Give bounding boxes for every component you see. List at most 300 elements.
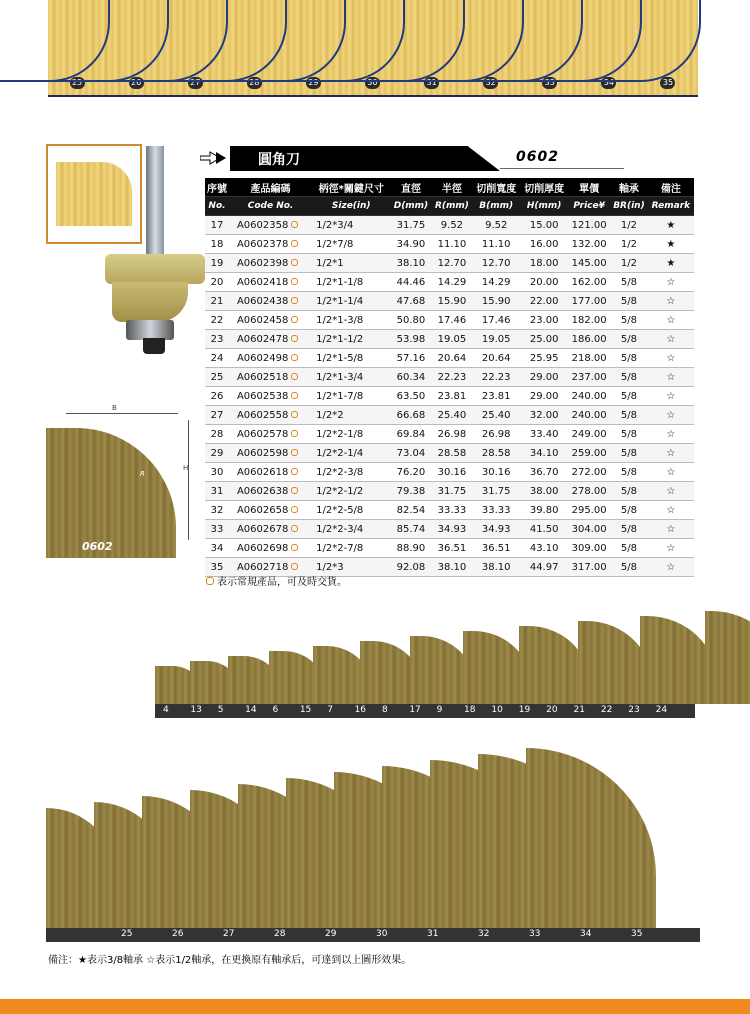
profile-number: 30: [365, 77, 380, 89]
profile-label: 25: [121, 929, 133, 939]
cell-text: A0602358: [236, 219, 289, 231]
cell-text: 186.00: [571, 333, 607, 345]
cell-text: A0602558: [236, 409, 289, 421]
table-cell-price: [568, 254, 610, 273]
cell-text: 19.05: [437, 333, 467, 345]
table-header-cell-en: H(mm): [520, 197, 568, 216]
cell-text: 1/2*1: [316, 257, 344, 269]
cell-text: 14.29: [481, 276, 511, 288]
diagram-code: 0602: [82, 540, 113, 553]
cell-text: 69.84: [396, 428, 426, 440]
cell-text: ☆: [666, 466, 676, 478]
cell-text: 304.00: [571, 523, 607, 535]
table-cell-br: [610, 425, 648, 444]
cell-text: 1/2*3/4: [316, 219, 354, 231]
table-cell-d: [390, 539, 431, 558]
table-cell-b: [472, 349, 520, 368]
table-cell-remark: [648, 254, 694, 273]
table-cell-h: [520, 254, 568, 273]
table-header-cell-en: B(mm): [472, 197, 520, 216]
cell-text: 18.00: [529, 257, 559, 269]
cell-text: 17: [210, 219, 224, 231]
table-header-cell: 備注: [648, 178, 694, 197]
cell-text: ☆: [666, 561, 676, 573]
cell-text: 1/2: [620, 238, 637, 250]
table-cell-code: [229, 501, 312, 520]
table-cell-price: [568, 330, 610, 349]
cell-text: 145.00: [571, 257, 607, 269]
cell-text: 29.00: [529, 390, 559, 402]
bottom-strip-labels: [46, 928, 700, 942]
table-cell-h: [520, 311, 568, 330]
table-cell-br: [610, 463, 648, 482]
profile-shape: [526, 746, 656, 928]
cell-text: ☆: [666, 447, 676, 459]
table-cell-size: [312, 273, 390, 292]
table-cell-br: [610, 539, 648, 558]
cell-text: 5/8: [620, 485, 637, 497]
table-cell-h: [520, 482, 568, 501]
cell-text: 5/8: [620, 390, 637, 402]
cell-text: 295.00: [571, 504, 607, 516]
cell-text: 1/2*1-3/4: [316, 371, 364, 383]
regular-product-marker-icon: [291, 506, 298, 513]
dimension-diagram: [46, 418, 189, 558]
router-bit-bearing: [126, 320, 174, 340]
cell-text: 5/8: [620, 409, 637, 421]
cell-text: 92.08: [396, 561, 426, 573]
cell-text: 11.10: [437, 238, 467, 250]
cell-text: 50.80: [396, 314, 426, 326]
cell-text: 1/2: [620, 257, 637, 269]
cell-text: 33: [210, 523, 224, 535]
regular-product-marker-icon: [291, 392, 298, 399]
table-cell-remark: [648, 501, 694, 520]
table-header-cell: 軸承: [610, 178, 648, 197]
table-cell-price: [568, 520, 610, 539]
table-cell-b: [472, 330, 520, 349]
table-cell-no: [205, 539, 229, 558]
cell-text: 31.75: [481, 485, 511, 497]
table-row: [205, 463, 694, 482]
cell-text: 27: [210, 409, 224, 421]
cell-text: 36.51: [481, 542, 511, 554]
table-cell-r: [432, 387, 473, 406]
dimension-h-label: H: [183, 464, 189, 472]
cell-text: 1/2*2: [316, 409, 344, 421]
table-cell-h: [520, 406, 568, 425]
table-cell-code: [229, 292, 312, 311]
profile-number: 25: [70, 77, 85, 89]
cell-text: 22.00: [529, 295, 559, 307]
section-title-bar: [200, 146, 624, 171]
table-cell-price: [568, 235, 610, 254]
table-cell-remark: [648, 216, 694, 235]
cell-text: ☆: [666, 542, 676, 554]
regular-product-marker-icon: [291, 259, 298, 266]
cell-text: 5/8: [620, 333, 637, 345]
profile-label: 23: [628, 705, 640, 715]
table-cell-br: [610, 349, 648, 368]
table-cell-price: [568, 444, 610, 463]
cell-text: 88.90: [396, 542, 426, 554]
profile-label: 19: [518, 705, 531, 715]
table-cell-h: [520, 349, 568, 368]
table-cell-b: [472, 425, 520, 444]
cell-text: 38.10: [396, 257, 426, 269]
cell-text: ☆: [666, 390, 676, 402]
table-cell-br: [610, 501, 648, 520]
cell-text: 1/2*1-1/2: [316, 333, 364, 345]
cell-text: 19.05: [481, 333, 511, 345]
profile-label: 10: [491, 705, 503, 715]
footer-bar: [0, 999, 750, 1014]
cell-text: 9.52: [485, 219, 508, 231]
table-cell-price: [568, 311, 610, 330]
table-cell-no: [205, 406, 229, 425]
table-row: [205, 501, 694, 520]
cell-text: 278.00: [571, 485, 607, 497]
table-cell-no: [205, 463, 229, 482]
table-cell-price: [568, 558, 610, 577]
product-profile-image: [46, 144, 142, 244]
table-cell-br: [610, 368, 648, 387]
spec-table: [205, 178, 694, 577]
table-cell-d: [390, 406, 431, 425]
table-cell-code: [229, 539, 312, 558]
cell-text: 240.00: [571, 409, 607, 421]
table-cell-price: [568, 292, 610, 311]
cell-text: 25: [210, 371, 224, 383]
profile-label: 22: [600, 705, 613, 715]
cell-text: 5/8: [620, 523, 637, 535]
table-cell-r: [432, 216, 473, 235]
profile-number: 29: [306, 77, 321, 89]
cell-text: 25.40: [481, 409, 511, 421]
dimension-line-b: [66, 413, 178, 414]
table-cell-b: [472, 501, 520, 520]
table-cell-size: [312, 501, 390, 520]
table-cell-no: [205, 273, 229, 292]
table-cell-price: [568, 406, 610, 425]
table-header-cell-en: No.: [205, 197, 229, 216]
cell-text: 41.50: [529, 523, 559, 535]
cell-text: 23: [210, 333, 224, 345]
profile-number: 26: [129, 77, 144, 89]
cell-text: 1/2*2-1/2: [316, 485, 364, 497]
table-row: [205, 387, 694, 406]
cell-text: 82.54: [396, 504, 426, 516]
table-cell-d: [390, 444, 431, 463]
table-header-cell-en: BR(in): [610, 197, 648, 216]
table-cell-code: [229, 387, 312, 406]
table-cell-r: [432, 235, 473, 254]
table-header-cell-en: Remark: [648, 197, 694, 216]
cell-text: 309.00: [571, 542, 607, 554]
regular-product-marker-icon: [291, 468, 298, 475]
table-cell-no: [205, 501, 229, 520]
cell-text: 5/8: [620, 561, 637, 573]
profile-label: 32: [478, 929, 490, 939]
table-cell-code: [229, 330, 312, 349]
cell-text: 272.00: [571, 466, 607, 478]
profile-label: 28: [274, 929, 286, 939]
cell-text: 35: [210, 561, 224, 573]
cell-text: ☆: [666, 523, 676, 535]
cell-text: 26.98: [481, 428, 511, 440]
table-cell-h: [520, 520, 568, 539]
cell-text: 16.00: [529, 238, 559, 250]
cell-text: 34.10: [529, 447, 559, 459]
table-header-cell-en: D(mm): [390, 197, 431, 216]
profile-label: 8: [381, 705, 388, 715]
cell-text: 28.58: [481, 447, 511, 459]
table-header-cell-en: Price¥: [568, 197, 610, 216]
cell-text: 15.90: [437, 295, 467, 307]
table-cell-code: [229, 520, 312, 539]
cell-text: 218.00: [571, 352, 607, 364]
table-cell-remark: [648, 444, 694, 463]
regular-product-marker-icon: [291, 278, 298, 285]
regular-product-marker-icon: [291, 240, 298, 247]
table-cell-code: [229, 216, 312, 235]
profile-label: 5: [217, 705, 224, 715]
table-cell-h: [520, 425, 568, 444]
table-cell-d: [390, 558, 431, 577]
cell-text: 5/8: [620, 542, 637, 554]
table-cell-code: [229, 482, 312, 501]
cell-text: 28: [210, 428, 224, 440]
table-cell-no: [205, 387, 229, 406]
table-cell-code: [229, 406, 312, 425]
cell-text: 44.97: [529, 561, 559, 573]
profile-label: 6: [272, 705, 279, 715]
cell-text: ☆: [666, 485, 676, 497]
wood-sample: [56, 162, 132, 226]
cell-text: 11.10: [481, 238, 511, 250]
table-cell-d: [390, 482, 431, 501]
profile-label: 14: [245, 705, 257, 715]
table-cell-r: [432, 425, 473, 444]
table-cell-remark: [648, 539, 694, 558]
cell-text: 5/8: [620, 295, 637, 307]
table-row: [205, 273, 694, 292]
table-cell-h: [520, 387, 568, 406]
cell-text: A0602398: [236, 257, 289, 269]
table-cell-d: [390, 463, 431, 482]
table-cell-d: [390, 387, 431, 406]
cell-text: ☆: [666, 314, 676, 326]
profile-label: 29: [325, 929, 337, 939]
profile-number: 34: [601, 77, 616, 89]
cell-text: 31.75: [437, 485, 467, 497]
cell-text: 177.00: [571, 295, 607, 307]
profile-number: 27: [188, 77, 203, 89]
table-cell-size: [312, 235, 390, 254]
cell-text: A0602438: [236, 295, 289, 307]
table-cell-h: [520, 216, 568, 235]
cell-text: 20.64: [481, 352, 511, 364]
cell-text: ☆: [666, 295, 676, 307]
table-header-cell: 半徑: [432, 178, 473, 197]
table-cell-h: [520, 368, 568, 387]
cell-text: 17.46: [437, 314, 467, 326]
cell-text: 79.38: [396, 485, 426, 497]
table-cell-size: [312, 311, 390, 330]
table-row: [205, 368, 694, 387]
cell-text: 1/2*1-1/8: [316, 276, 364, 288]
cell-text: 63.50: [396, 390, 426, 402]
table-cell-size: [312, 406, 390, 425]
profile-label: 33: [529, 929, 541, 939]
cell-text: 25.95: [529, 352, 559, 364]
table-cell-h: [520, 501, 568, 520]
table-header-cell: 單價: [568, 178, 610, 197]
table-row: [205, 406, 694, 425]
cell-text: 30.16: [437, 466, 467, 478]
regular-product-marker-icon: [291, 335, 298, 342]
table-cell-price: [568, 463, 610, 482]
table-cell-r: [432, 539, 473, 558]
cell-text: 39.80: [529, 504, 559, 516]
table-cell-b: [472, 558, 520, 577]
table-cell-d: [390, 349, 431, 368]
bottom-note: 備注：★表示3/8軸承 ☆表示1/2軸承，在更換原有軸承后，可達到以上圖形效果。: [48, 955, 412, 966]
cell-text: 12.70: [481, 257, 511, 269]
table-cell-remark: [648, 520, 694, 539]
cell-text: A0602678: [236, 523, 289, 535]
table-cell-no: [205, 235, 229, 254]
profile-label: 18: [464, 705, 476, 715]
table-cell-d: [390, 292, 431, 311]
table-cell-r: [432, 349, 473, 368]
profile-arc: [579, 0, 701, 82]
table-cell-price: [568, 482, 610, 501]
table-cell-h: [520, 235, 568, 254]
cell-text: 1/2*1-1/4: [316, 295, 364, 307]
table-cell-code: [229, 235, 312, 254]
cell-text: 5/8: [620, 428, 637, 440]
table-cell-size: [312, 463, 390, 482]
cell-text: 17.46: [481, 314, 511, 326]
cell-text: 132.00: [571, 238, 607, 250]
cell-text: 9.52: [440, 219, 464, 231]
table-cell-size: [312, 216, 390, 235]
table-cell-remark: [648, 330, 694, 349]
table-row: [205, 349, 694, 368]
cell-text: 33.33: [437, 504, 467, 516]
cell-text: 5/8: [620, 352, 637, 364]
diagram-wood: [46, 428, 176, 558]
section-code: 0602: [516, 149, 559, 165]
table-cell-r: [432, 273, 473, 292]
table-cell-d: [390, 235, 431, 254]
table-cell-no: [205, 254, 229, 273]
cell-text: ☆: [666, 409, 676, 421]
profile-number: 35: [660, 77, 675, 89]
table-cell-size: [312, 330, 390, 349]
table-cell-remark: [648, 368, 694, 387]
table-cell-code: [229, 463, 312, 482]
table-header-cell: 序號: [205, 178, 229, 197]
regular-product-marker-icon: [291, 373, 298, 380]
table-header-zh: [205, 178, 694, 197]
table-row: [205, 444, 694, 463]
table-header-cell: 切削厚度: [520, 178, 568, 197]
table-cell-b: [472, 463, 520, 482]
table-cell-b: [472, 387, 520, 406]
table-cell-r: [432, 311, 473, 330]
cell-text: A0602458: [236, 314, 289, 326]
cell-text: 1/2*2-5/8: [316, 504, 364, 516]
table-cell-br: [610, 444, 648, 463]
cell-text: 31.75: [396, 219, 426, 231]
table-cell-r: [432, 254, 473, 273]
table-cell-b: [472, 273, 520, 292]
cell-text: 5/8: [620, 466, 637, 478]
table-cell-r: [432, 330, 473, 349]
dimension-line-h: [188, 420, 189, 540]
table-cell-b: [472, 216, 520, 235]
cell-text: 43.10: [529, 542, 559, 554]
cell-text: 19: [210, 257, 224, 269]
table-cell-b: [472, 368, 520, 387]
cell-text: 76.20: [396, 466, 426, 478]
dimension-b-label: B: [112, 404, 117, 412]
cell-text: 162.00: [571, 276, 607, 288]
profile-label: 7: [327, 705, 333, 715]
cell-text: 1/2*2-3/4: [316, 523, 364, 535]
table-cell-d: [390, 311, 431, 330]
regular-product-marker-icon: [291, 430, 298, 437]
table-cell-code: [229, 444, 312, 463]
table-cell-h: [520, 463, 568, 482]
table-cell-remark: [648, 349, 694, 368]
regular-product-marker-icon: [291, 221, 298, 228]
table-cell-price: [568, 349, 610, 368]
table-cell-size: [312, 425, 390, 444]
cell-text: 22.23: [437, 371, 467, 383]
cell-text: 36.70: [529, 466, 559, 478]
table-cell-no: [205, 520, 229, 539]
table-cell-code: [229, 311, 312, 330]
profile-label: 17: [409, 705, 421, 715]
profile-label: 30: [376, 929, 388, 939]
cell-text: A0602538: [236, 390, 289, 402]
table-header-cell: 產品編碼: [229, 178, 312, 197]
table-cell-r: [432, 520, 473, 539]
cell-text: 33.40: [529, 428, 559, 440]
cell-text: 1/2*2-3/8: [316, 466, 364, 478]
table-cell-h: [520, 558, 568, 577]
cell-text: ☆: [666, 333, 676, 345]
table-row: [205, 520, 694, 539]
table-cell-br: [610, 216, 648, 235]
table-cell-size: [312, 444, 390, 463]
profile-label: 24: [655, 705, 668, 715]
cell-text: A0602518: [236, 371, 289, 383]
table-cell-b: [472, 406, 520, 425]
profile-label: 9: [436, 705, 443, 715]
regular-product-marker-icon: [291, 316, 298, 323]
profile-label: 35: [631, 929, 643, 939]
profile-label: 27: [223, 929, 235, 939]
cell-text: 121.00: [571, 219, 607, 231]
cell-text: 73.04: [396, 447, 426, 459]
table-cell-br: [610, 406, 648, 425]
cell-text: 5/8: [620, 371, 637, 383]
cell-text: 26: [210, 390, 224, 402]
